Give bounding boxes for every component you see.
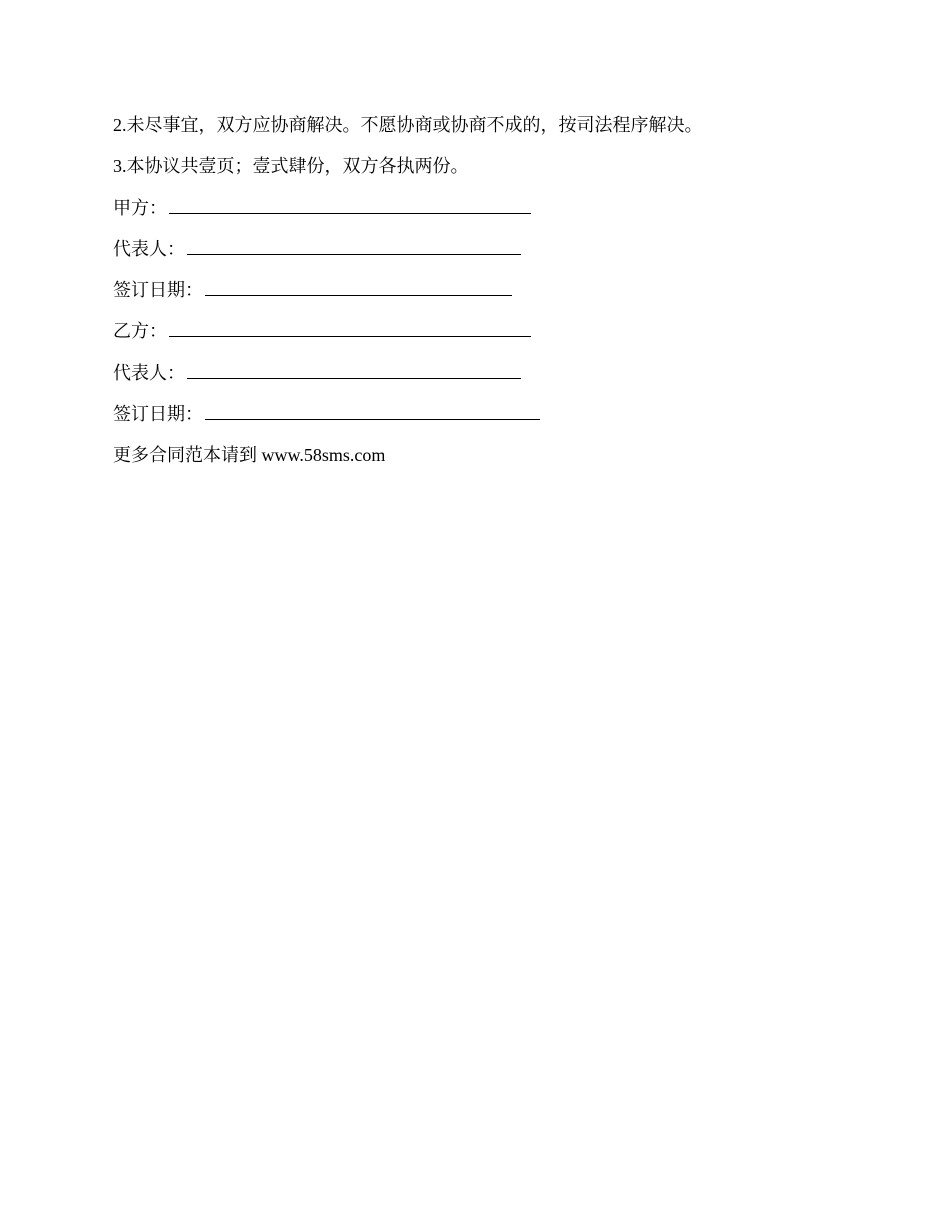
clause-3: 3.本协议共壹页；壹式肆份，双方各执两份。 <box>113 156 469 177</box>
party-a-date-blank <box>205 279 512 296</box>
party-a-date-line <box>113 276 853 304</box>
party-a-date-label: 签订日期： <box>113 280 203 301</box>
party-b-label: 乙方： <box>113 321 167 342</box>
party-b-representative-line <box>113 359 853 387</box>
party-b-date-blank <box>205 403 540 420</box>
party-a-blank <box>169 197 531 214</box>
party-b-date-label: 签订日期： <box>113 404 203 425</box>
party-a-label: 甲方： <box>113 197 167 218</box>
footer-text: 更多合同范本请到 www.58sms.com <box>113 445 386 466</box>
party-a-representative-blank <box>187 238 521 255</box>
party-a-representative-line <box>113 235 853 263</box>
party-b-representative-blank <box>187 362 521 379</box>
document-body <box>113 111 853 483</box>
party-b-line <box>113 317 853 345</box>
party-a-line <box>113 194 853 222</box>
party-b-blank <box>169 320 531 337</box>
party-b-date-line <box>113 400 853 428</box>
party-b-representative-label: 代表人： <box>113 362 185 383</box>
party-a-representative-label: 代表人： <box>113 238 185 259</box>
clause-2: 2.未尽事宜，双方应协商解决。不愿协商或协商不成的，按司法程序解决。 <box>113 115 703 135</box>
